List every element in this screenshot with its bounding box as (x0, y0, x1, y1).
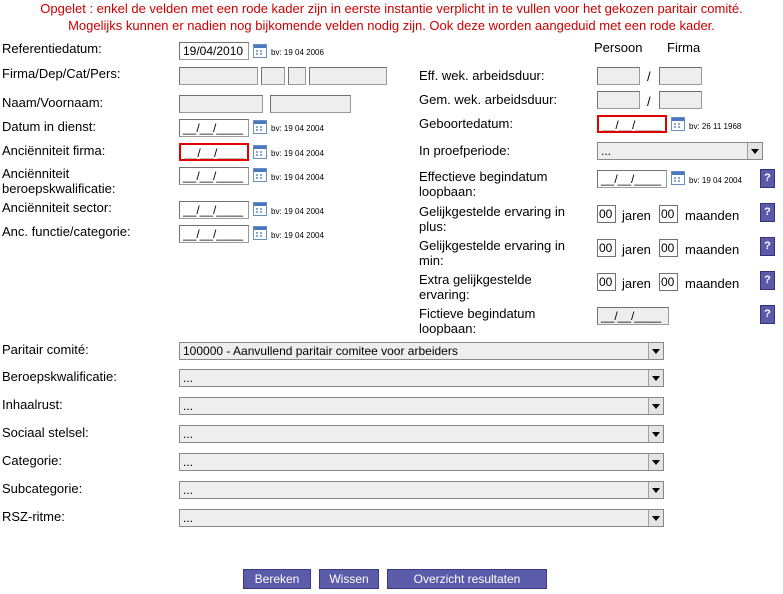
eff-begindatum-input[interactable]: __/__/____ (597, 170, 667, 188)
naam-label: Naam/Voornaam: (2, 95, 104, 110)
inhaalrust-select[interactable] (179, 397, 664, 415)
dep-input[interactable] (261, 67, 285, 85)
calendar-icon[interactable] (253, 44, 267, 58)
subcategorie-label: Subcategorie: (2, 481, 83, 496)
beroepskwalificatie-select[interactable] (179, 369, 664, 387)
erv-min-label-1: Gelijkgestelde ervaring in (419, 238, 565, 253)
eff-begindatum-hint: bv: 19 04 2004 (689, 176, 742, 185)
anc-functie-label: Anc. functie/categorie: (2, 224, 131, 239)
fict-begindatum-label-2: loopbaan: (419, 321, 477, 336)
voornaam-input[interactable] (270, 95, 351, 113)
help-button-erv-min[interactable]: ? (760, 237, 775, 256)
erv-extra-months-input[interactable]: 00 (659, 273, 678, 291)
proefperiode-value: ... (601, 144, 612, 158)
anc-functie-input[interactable]: __/__/____ (179, 225, 249, 243)
referentiedatum-label: Referentiedatum: (2, 41, 102, 56)
eff-wek-separator: / (647, 69, 651, 84)
geboortedatum-input[interactable]: __/__/____ (597, 115, 667, 133)
anc-beroep-label-2: beroepskwalificatie: (2, 181, 116, 196)
gem-wek-label: Gem. wek. arbeidsduur: (419, 92, 558, 107)
fict-begindatum-input[interactable]: __/__/____ (597, 307, 669, 325)
chevron-down-icon (648, 454, 663, 470)
geboortedatum-label: Geboortedatum: (419, 116, 513, 131)
gem-wek-persoon-input[interactable] (597, 91, 640, 109)
anc-beroep-label-1: Anciënniteit (2, 166, 70, 181)
rsz-ritme-select[interactable] (179, 509, 664, 527)
chevron-down-icon (648, 510, 663, 526)
inhaalrust-label: Inhaalrust: (2, 397, 63, 412)
proefperiode-select[interactable] (597, 142, 763, 160)
anc-firma-hint: bv: 19 04 2004 (271, 149, 324, 158)
pers-input[interactable] (309, 67, 387, 85)
calendar-icon[interactable] (253, 202, 267, 216)
erv-plus-years-input[interactable]: 00 (597, 205, 616, 223)
erv-min-label-2: min: (419, 253, 444, 268)
sociaal-stelsel-value: ... (183, 427, 194, 441)
gem-wek-firma-input[interactable] (659, 91, 702, 109)
jaren-label: jaren (622, 276, 651, 291)
jaren-label: jaren (622, 242, 651, 257)
gem-wek-separator: / (647, 94, 651, 109)
maanden-label: maanden (685, 208, 740, 223)
sociaal-stelsel-label: Sociaal stelsel: (2, 425, 89, 440)
paritair-comite-label: Paritair comité: (2, 342, 89, 357)
help-button-eff-begindatum[interactable]: ? (760, 169, 775, 188)
anc-sector-hint: bv: 19 04 2004 (271, 207, 324, 216)
beroepskwalificatie-label: Beroepskwalificatie: (2, 369, 117, 384)
erv-plus-label-1: Gelijkgestelde ervaring in (419, 204, 565, 219)
fict-begindatum-label-1: Fictieve begindatum (419, 306, 536, 321)
erv-plus-label-2: plus: (419, 219, 447, 234)
erv-extra-label-2: ervaring: (419, 287, 470, 302)
datum-in-dienst-input[interactable]: __/__/____ (179, 119, 249, 137)
sociaal-stelsel-select[interactable] (179, 425, 664, 443)
anc-sector-input[interactable]: __/__/____ (179, 201, 249, 219)
subcategorie-value: ... (183, 483, 194, 497)
paritair-comite-value: 100000 - Aanvullend paritair comitee voor arbeiders (183, 344, 458, 358)
inhaalrust-value: ... (183, 399, 194, 413)
erv-min-months-input[interactable]: 00 (659, 239, 678, 257)
chevron-down-icon (648, 426, 663, 442)
wissen-button[interactable]: Wissen (319, 569, 379, 589)
chevron-down-icon (648, 343, 663, 359)
maanden-label: maanden (685, 276, 740, 291)
firma-input[interactable] (179, 67, 258, 85)
cat-input[interactable] (288, 67, 306, 85)
calendar-icon[interactable] (253, 120, 267, 134)
rsz-ritme-value: ... (183, 511, 194, 525)
calendar-icon[interactable] (671, 117, 685, 131)
anc-functie-hint: bv: 19 04 2004 (271, 231, 324, 240)
help-button-erv-extra[interactable]: ? (760, 271, 775, 290)
eff-wek-firma-input[interactable] (659, 67, 702, 85)
rsz-ritme-label: RSZ-ritme: (2, 509, 65, 524)
persoon-header: Persoon (594, 40, 643, 55)
erv-extra-label-1: Extra gelijkgestelde (419, 272, 532, 287)
erv-min-years-input[interactable]: 00 (597, 239, 616, 257)
jaren-label: jaren (622, 208, 651, 223)
calendar-icon[interactable] (671, 171, 685, 185)
calendar-icon[interactable] (253, 226, 267, 240)
calendar-icon[interactable] (253, 168, 267, 182)
bereken-button[interactable]: Bereken (243, 569, 311, 589)
categorie-select[interactable] (179, 453, 664, 471)
erv-extra-years-input[interactable]: 00 (597, 273, 616, 291)
referentiedatum-hint: bv: 19 04 2006 (271, 48, 324, 57)
naam-input[interactable] (179, 95, 263, 113)
geboortedatum-hint: bv: 26 11 1968 (689, 122, 742, 131)
eff-wek-label: Eff. wek. arbeidsduur: (419, 68, 545, 83)
eff-wek-persoon-input[interactable] (597, 67, 640, 85)
beroepskwalificatie-value: ... (183, 371, 194, 385)
chevron-down-icon (648, 370, 663, 386)
notice-line-1: Opgelet : enkel de velden met een rode kader zijn in eerste instantie verplicht in te vullen voor het gekozen paritair comité. (40, 1, 743, 16)
anc-firma-label: Anciënniteit firma: (2, 143, 106, 158)
eff-begindatum-label-2: loopbaan: (419, 184, 477, 199)
subcategorie-select[interactable] (179, 481, 664, 499)
overzicht-resultaten-button[interactable]: Overzicht resultaten (387, 569, 547, 589)
datum-in-dienst-label: Datum in dienst: (2, 119, 96, 134)
categorie-label: Categorie: (2, 453, 62, 468)
datum-in-dienst-hint: bv: 19 04 2004 (271, 124, 324, 133)
calendar-icon[interactable] (253, 145, 267, 159)
chevron-down-icon (747, 143, 762, 159)
chevron-down-icon (648, 398, 663, 414)
eff-begindatum-label-1: Effectieve begindatum (419, 169, 548, 184)
notice-line-2: Mogelijks kunnen er nadien nog bijkomende velden nodig zijn. Ook deze worden aangeduid met een rode kader. (68, 18, 715, 33)
maanden-label: maanden (685, 242, 740, 257)
paritair-comite-select[interactable] (179, 342, 664, 360)
categorie-value: ... (183, 455, 194, 469)
help-button-fict-begindatum[interactable]: ? (760, 305, 775, 324)
firma-header: Firma (667, 40, 701, 55)
anc-beroep-hint: bv: 19 04 2004 (271, 173, 324, 182)
chevron-down-icon (648, 482, 663, 498)
anc-sector-label: Anciënniteit sector: (2, 200, 112, 215)
erv-plus-months-input[interactable]: 00 (659, 205, 678, 223)
help-button-erv-plus[interactable]: ? (760, 203, 775, 222)
anc-beroep-input[interactable]: __/__/____ (179, 167, 249, 185)
anc-firma-input[interactable]: __/__/____ (179, 143, 249, 161)
proefperiode-label: In proefperiode: (419, 143, 511, 158)
firma-dep-label: Firma/Dep/Cat/Pers: (2, 66, 121, 81)
referentiedatum-input[interactable]: 19/04/2010 (179, 42, 249, 60)
